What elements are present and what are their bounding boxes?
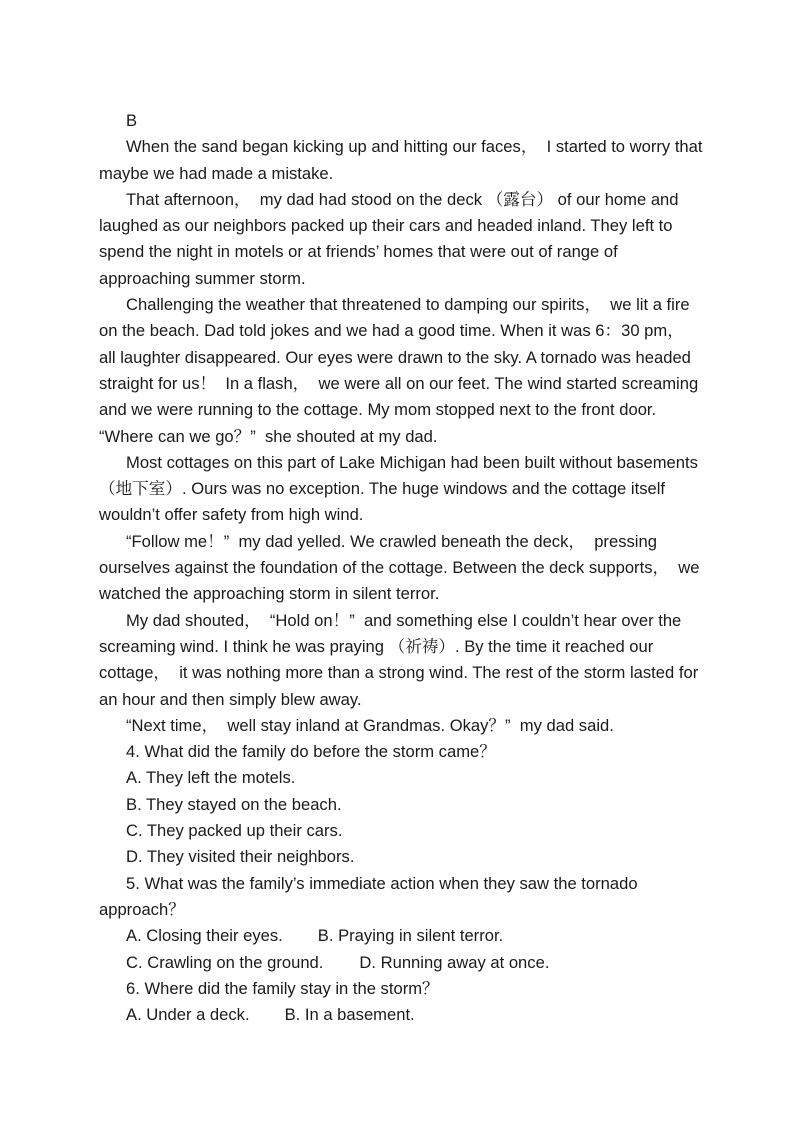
question-6-stem: 6. Where did the family stay in the storm？ — [126, 978, 439, 998]
question-4-option-b: B. They stayed on the beach. — [126, 794, 342, 814]
paragraph: Most cottages on this part of Lake Michigan had been built without basements （地下室）. Ours was no exception. The huge windows and the cottage itself wouldn’t offer safety from high wind. — [99, 452, 703, 525]
paragraph: “Next time， well stay inland at Grandmas. Okay？” my dad said. — [126, 715, 614, 735]
passage-text — [99, 108, 709, 1028]
question-4-option-row — [99, 818, 709, 844]
question-4-option-row — [99, 792, 709, 818]
paragraph: That afternoon， my dad had stood on the deck （露台） of our home and laughed as our neighbors packed up their cars and headed inland. They left to spend the night in motels or at friends’ homes that were out of range of approaching summer storm. — [99, 189, 684, 288]
question-5-option-row — [99, 923, 709, 949]
paragraph: My dad shouted， “Hold on！” and something else I couldn’t hear over the screaming wind. I think he was praying （祈祷）. By the time it reached our cottage， it was nothing more than a strong wind. The rest of the storm lasted for an hour and then simply blew away. — [99, 610, 703, 709]
question-4-option-row — [99, 844, 709, 870]
question-5-option-a: A. Closing their eyes. — [126, 926, 283, 946]
question-5-option-d: D. Running away at once. — [359, 952, 550, 972]
paragraph: “Follow me！” my dad yelled. We crawled beneath the deck， pressing ourselves against the foundation of the cottage. Between the deck supports， we watched the approaching storm in silent terror. — [99, 531, 705, 604]
question-4-option-row — [99, 765, 709, 791]
question-5-option-row — [99, 950, 709, 976]
question-6-option-row — [99, 1002, 709, 1028]
paragraph: Challenging the weather that threatened to damping our spirits， we lit a fire on the beach. Dad told jokes and we had a good time. When it was 6：30 pm， all laughter disappeared. Our eyes were drawn to the sky. A tornado was headed straight for us！ In a flash， we were all on our feet. The wind started screaming and we were running to the cottage. My mom stopped next to the front door. “Where can we go？” she shouted at my dad. — [99, 295, 703, 446]
question-5-option-b: B. Praying in silent terror. — [317, 926, 504, 946]
question-5-stem: 5. What was the family’s immediate action when they saw the tornado approach？ — [99, 873, 643, 919]
section-label: B — [126, 111, 138, 130]
question-4-stem: 4. What did the family do before the storm came？ — [126, 742, 496, 762]
question-4-option-c: C. They packed up their cars. — [126, 821, 343, 841]
question-4-option-d: D. They visited their neighbors. — [126, 847, 355, 867]
question-6-option-b: B. In a basement. — [284, 1005, 415, 1025]
question-4-option-a: A. They left the motels. — [126, 768, 296, 788]
paragraph: When the sand began kicking up and hitting our faces， I started to worry that maybe we had made a mistake. — [99, 137, 708, 183]
question-6-option-a: A. Under a deck. — [126, 1005, 250, 1025]
question-5-option-c: C. Crawling on the ground. — [126, 952, 324, 972]
